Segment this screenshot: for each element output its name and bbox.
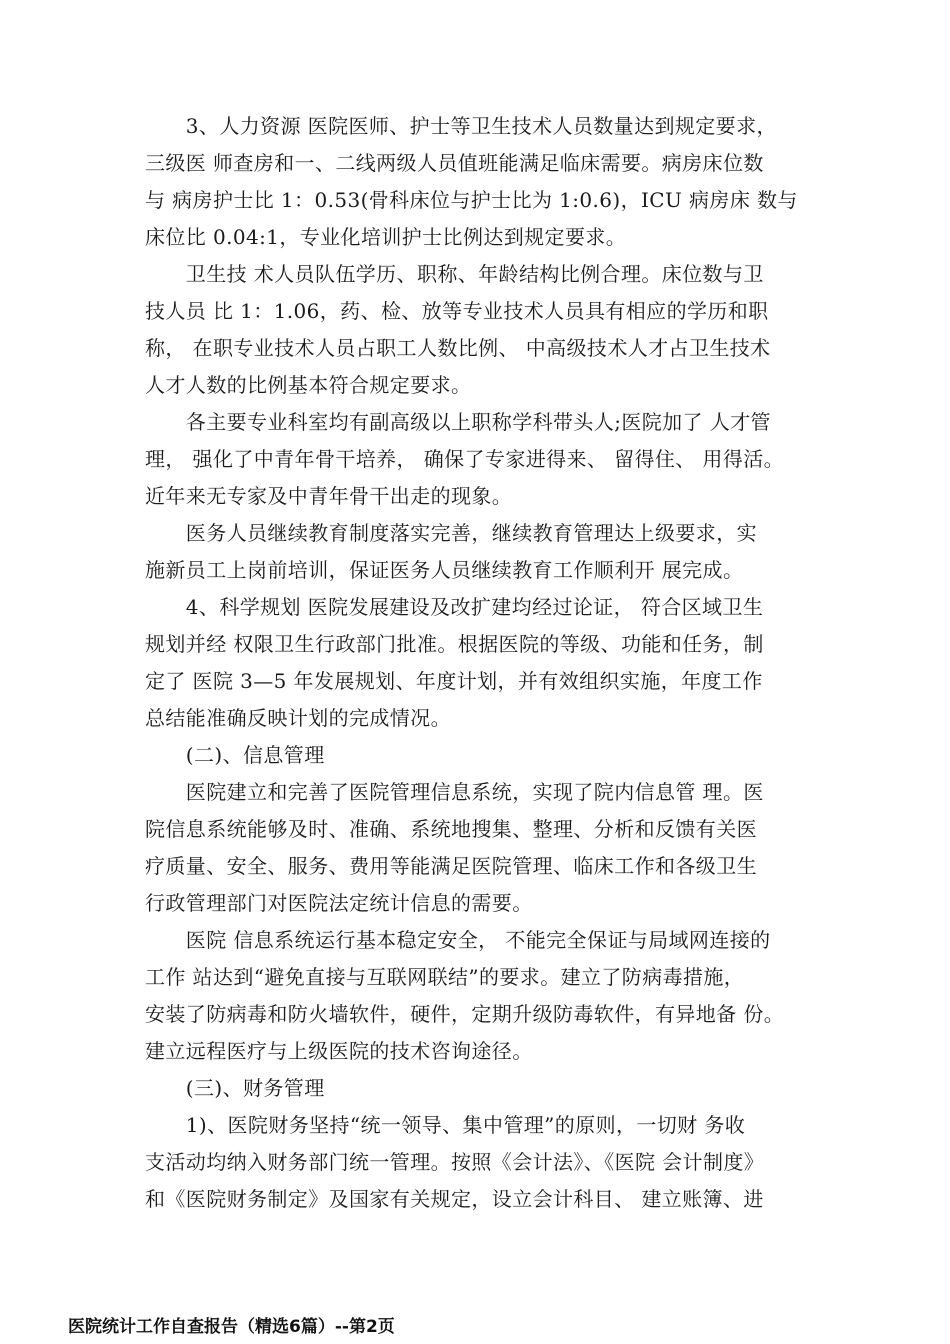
text-line: 总结能准确反映计划的完成情况。 — [145, 706, 451, 730]
text-line: 建立远程医疗与上级医院的技术咨询途径。 — [145, 1039, 533, 1063]
text-line: 各主要专业科室均有副高级以上职称学科带头人;医院加了 人才管 — [145, 410, 771, 434]
text-line: 理， 强化了中青年骨干培养， 确保了专家进得来、 留得住、 用得活。 — [145, 447, 785, 471]
text-line: 技人员 比 1：1.06，药、检、放等专业技术人员具有相应的学历和职 — [145, 299, 769, 323]
text-line: 三级医 师查房和一、二线两级人员值班能满足临床需要。病房床位数 — [145, 151, 764, 175]
text-line: 4、科学规划 医院发展建设及改扩建均经过论证， 符合区域卫生 — [145, 595, 764, 619]
text-line: 疗质量、安全、服务、费用等能满足医院管理、临床工作和各级卫生 — [145, 854, 757, 878]
section-heading: (三)、财务管理 — [145, 1076, 325, 1100]
text-line: 卫生技 术人员队伍学历、职称、年龄结构比例合理。床位数与卫 — [145, 262, 764, 286]
section-heading: (二)、信息管理 — [145, 743, 325, 767]
text-line: 定了 医院 3—5 年发展规划、年度计划，并有效组织实施，年度工作 — [145, 669, 763, 693]
text-line: 行政管理部门对医院法定统计信息的需要。 — [145, 891, 533, 915]
text-line: 医院 信息系统运行基本稳定安全， 不能完全保证与局域网连接的 — [145, 928, 771, 952]
text-line: 施新员工上岗前培训，保证医务人员继续教育工作顺利开 展完成。 — [145, 558, 744, 582]
page-footer: 医院统计工作自查报告（精选6篇）--第2页 — [68, 1317, 395, 1337]
text-line: 安装了防病毒和防火墙软件，硬件，定期升级防毒软件，有异地备 份。 — [145, 1002, 785, 1026]
text-line: 工作 站达到“避免直接与互联网联结”的要求。建立了防病毒措施， — [145, 965, 745, 989]
text-line: 医院建立和完善了医院管理信息系统，实现了院内信息管 理。医 — [145, 780, 764, 804]
text-line: 床位比 0.04:1，专业化培训护士比例达到规定要求。 — [145, 225, 627, 249]
text-line: 和《医院财务制定》及国家有关规定，设立会计科目、 建立账簿、进 — [145, 1187, 764, 1211]
document-body — [145, 108, 815, 1218]
text-line: 1)、医院财务坚持“统一领导、集中管理”的原则，一切财 务收 — [145, 1113, 746, 1137]
text-line: 医务人员继续教育制度落实完善，继续教育管理达上级要求，实 — [145, 521, 757, 545]
text-line: 近年来无专家及中青年骨干出走的现象。 — [145, 484, 513, 508]
text-line: 规划并经 权限卫生行政部门批准。根据医院的等级、功能和任务，制 — [145, 632, 764, 656]
text-line: 人才人数的比例基本符合规定要求。 — [145, 373, 472, 397]
text-line: 与 病房护士比 1：0.53(骨科床位与护士比为 1:0.6)，ICU 病房床 数与 — [145, 188, 798, 212]
text-line: 支活动均纳入财务部门统一管理。按照《会计法》、《医院 会计制度》 — [145, 1150, 765, 1174]
text-line: 院信息系统能够及时、准确、系统地搜集、整理、分析和反馈有关医 — [145, 817, 757, 841]
text-line: 称， 在职专业技术人员占职工人数比例、 中高级技术人才占卫生技术 — [145, 336, 771, 360]
text-line: 3、人力资源 医院医师、护士等卫生技术人员数量达到规定要求， — [145, 114, 777, 138]
